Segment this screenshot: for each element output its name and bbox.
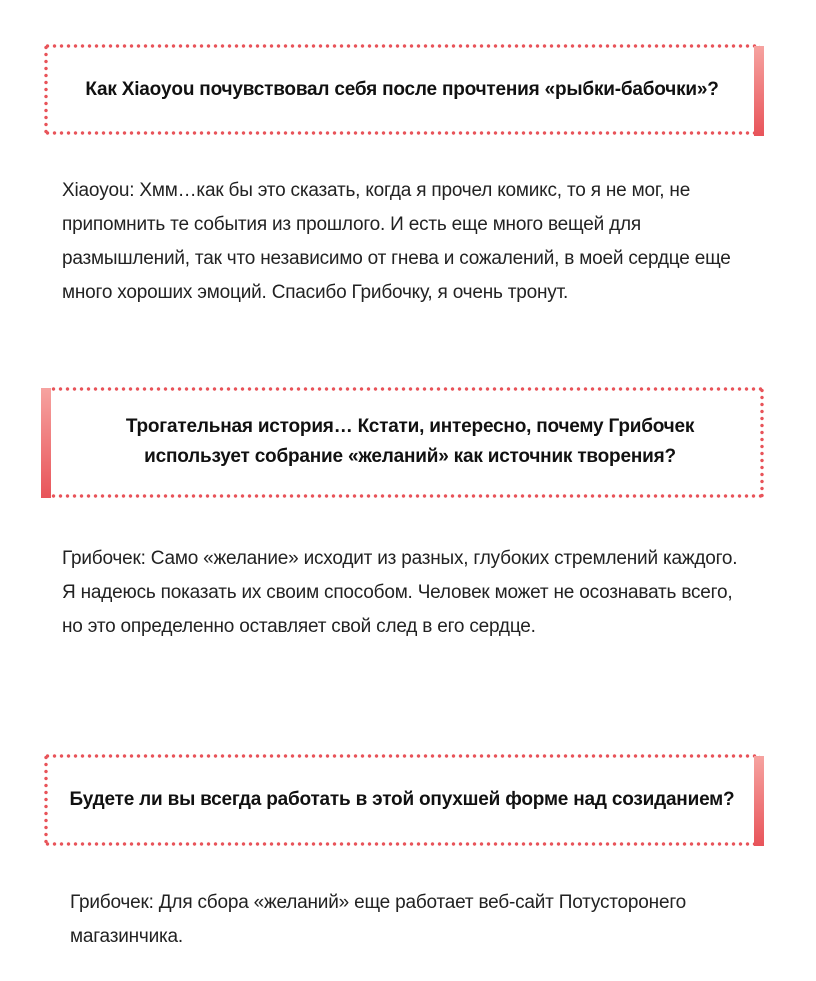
answer-text: Грибочек: Для сбора «желаний» еще работает веб-сайт Потусторонего магазинчика. <box>70 892 686 947</box>
dotted-border-left <box>44 44 48 135</box>
accent-bar-right <box>754 756 764 846</box>
answer-text: Грибочек: Само «желание» исходит из разных, глубоких стремлений каждого. Я надеюсь показать их своим способом. Человек может не осознавать всего, но это определенно оставляет свой след в его сердце. <box>62 548 738 637</box>
question-text: Как Xiaoyou почувствовал себя после прочтения «рыбки-бабочки»? <box>85 79 719 100</box>
accent-bar-left <box>41 388 51 498</box>
dotted-border-bottom <box>50 494 764 498</box>
question-text: Будете ли вы всегда работать в этой опухшей форме над созиданием? <box>69 789 735 810</box>
accent-bar-right <box>754 46 764 136</box>
dotted-border-top <box>50 387 764 391</box>
answer-text: Xiaoyou: Хмм…как бы это сказать, когда я прочел комикс, то я не мог, не припомнить те события из прошлого. И есть еще много вещей для размышлений, так что независимо от гнева и сожалений, в моей сердце еще много хороших эмоций. Спасибо Грибочку, я очень тронут. <box>62 180 731 303</box>
dotted-border-right <box>760 387 764 498</box>
dotted-border-left <box>44 754 48 846</box>
question-text: Трогательная история… Кстати, интересно, почему Грибочек использует собрание «желаний» как источник творения? <box>125 416 695 467</box>
dotted-border-bottom <box>44 842 760 846</box>
